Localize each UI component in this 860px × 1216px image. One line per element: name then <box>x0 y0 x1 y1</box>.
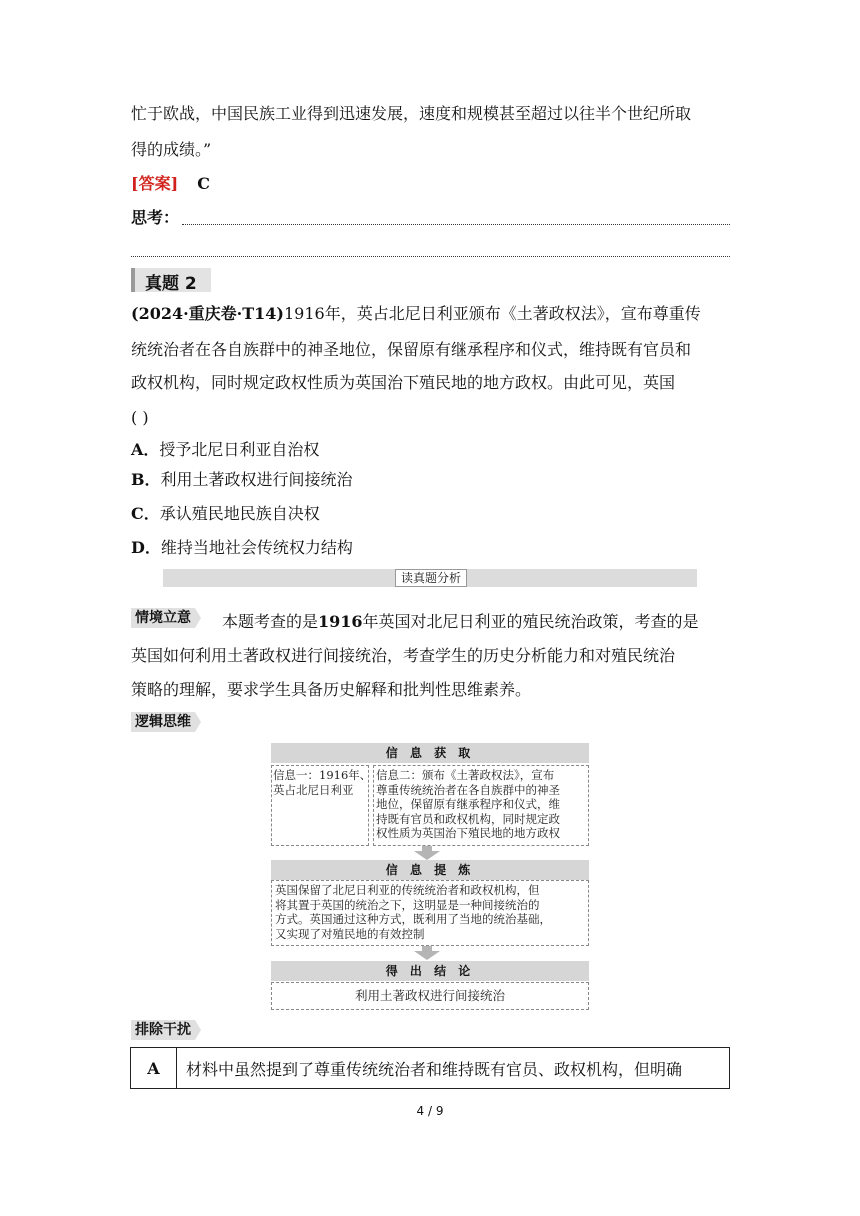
flow-head-conclusion: 得 出 结 论 <box>271 961 589 981</box>
question-stem-line-4: ( ) <box>131 408 149 427</box>
answer-value: C <box>197 174 210 193</box>
question-stem-line-2: 统统治者在各自族群中的神圣地位，保留原有继承程序和仪式，维持既有官员和 <box>131 340 692 359</box>
answer-label: [答案] <box>131 174 179 193</box>
option-a: A．授予北尼日利亚自治权 <box>131 440 320 459</box>
situation-line-2: 英国如何利用土著政权进行间接统治，考查学生的历史分析能力和对殖民统治 <box>131 646 676 665</box>
question-stem-1: 1916年，英占北尼日利亚颁布《土著政权法》，宣布尊重传 <box>284 304 701 323</box>
flow-refine: 英国保留了北尼日利亚的传统统治者和政权机构，但 将其置于英国的统治之下，这明显是一种间接统治的 方式。英国通过这种方式，既利用了当地的统治基础， 又实现了对殖民地的有效控制 <box>275 883 551 941</box>
exclude-table <box>130 1047 730 1089</box>
flow-conclusion: 利用土著政权进行间接统治 <box>354 988 505 1003</box>
question-stem-line-1 <box>131 304 701 324</box>
question-tag <box>131 268 211 292</box>
question-source: (2024·重庆卷·T14) <box>131 304 284 323</box>
flow-arrow-2 <box>414 951 440 960</box>
answer-line <box>131 174 210 194</box>
situation-line-1: 本题考查的是1916年英国对北尼日利亚的殖民统治政策，考查的是 <box>222 612 699 631</box>
question-tag-text: 真题 2 <box>145 274 197 294</box>
option-c: C．承认殖民地民族自决权 <box>131 504 320 523</box>
table-row <box>131 1048 730 1089</box>
flow-head-info-refine: 信 息 提 炼 <box>271 860 589 880</box>
logic-tag: 逻辑思维 <box>131 712 195 732</box>
exclude-row-key: A <box>131 1048 177 1089</box>
analysis-banner-label: 读真题分析 <box>395 569 467 587</box>
think-label: 思考： <box>131 208 180 227</box>
flow-info-1: 信息一：1916年、 英占北尼日利亚 <box>273 768 372 797</box>
intro-line-2: 得的成绩。” <box>131 140 212 159</box>
intro-line-1: 忙于欧战，中国民族工业得到迅速发展，速度和规模甚至超过以往半个世纪所取 <box>131 104 692 123</box>
flow-info-2: 信息二：颁布《土著政权法》，宣布 尊重传统统治者在各自族群中的神圣 地位，保留原有继承程序和仪式，维 持既有官员和政权机构，同时规定政 权性质为英国治下殖民地的地方政权 <box>376 768 560 840</box>
flow-arrow-1 <box>414 851 440 860</box>
think-answer-line-2 <box>131 256 730 257</box>
question-stem-line-3: 政权机构，同时规定政权性质为英国治下殖民地的地方政权。由此可见，英国 <box>131 373 676 392</box>
flow-head-info-acquire: 信 息 获 取 <box>271 743 589 763</box>
exclude-tag: 排除干扰 <box>131 1020 195 1040</box>
exclude-row-text: 材料中虽然提到了尊重传统统治者和维持既有官员、政权机构，但明确 <box>177 1048 730 1089</box>
situation-tag: 情境立意 <box>131 608 195 628</box>
option-b: B．利用土著政权进行间接统治 <box>131 470 353 489</box>
page-number: 4 / 9 <box>416 1104 444 1118</box>
think-answer-line-1 <box>182 224 730 225</box>
option-d: D．维持当地社会传统权力结构 <box>131 538 353 557</box>
situation-line-3: 策略的理解，要求学生具备历史解释和批判性思维素养。 <box>131 680 532 699</box>
